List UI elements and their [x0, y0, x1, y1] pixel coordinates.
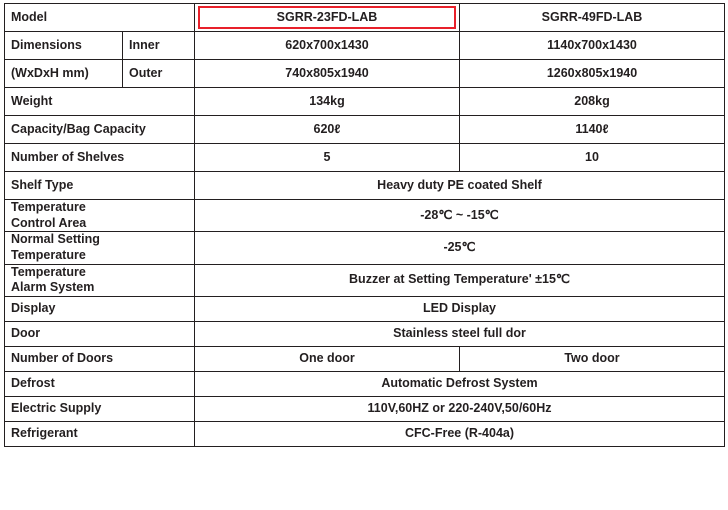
row-label-dimensions-units: (WxDxH mm)	[5, 60, 123, 88]
cell-shelf-type: Heavy duty PE coated Shelf	[195, 172, 725, 200]
table-row	[5, 60, 725, 88]
row-label-refrigerant: Refrigerant	[5, 421, 195, 446]
row-label-shelf-type: Shelf Type	[5, 172, 195, 200]
table-row	[5, 88, 725, 116]
row-label-door: Door	[5, 321, 195, 346]
row-label-line2: Alarm System	[11, 280, 95, 295]
row-label-number-of-doors: Number of Doors	[5, 346, 195, 371]
cell-refrigerant: CFC-Free (R-404a)	[195, 421, 725, 446]
table-row	[5, 116, 725, 144]
table-row	[5, 264, 725, 296]
cell-defrost: Automatic Defrost System	[195, 371, 725, 396]
row-sublabel-outer: Outer	[123, 60, 195, 88]
table-row	[5, 421, 725, 446]
cell-doors-1: One door	[195, 346, 460, 371]
table-row	[5, 296, 725, 321]
row-label-line2: Control Area	[11, 215, 87, 230]
row-label-line1: Normal Setting	[11, 232, 100, 247]
table-row	[5, 346, 725, 371]
row-label-temperature-control-area	[5, 200, 195, 232]
table-row	[5, 321, 725, 346]
cell-model-1-text: SGRR-23FD-LAB	[276, 9, 378, 24]
row-label-electric-supply: Electric Supply	[5, 396, 195, 421]
cell-weight-2: 208kg	[460, 88, 725, 116]
cell-model-1	[195, 4, 460, 32]
cell-model-2: SGRR-49FD-LAB	[460, 4, 725, 32]
cell-shelves-2: 10	[460, 144, 725, 172]
row-label-model: Model	[5, 4, 195, 32]
table-row	[5, 200, 725, 232]
cell-doors-2: Two door	[460, 346, 725, 371]
row-label-dimensions: Dimensions	[5, 32, 123, 60]
row-label-capacity: Capacity/Bag Capacity	[5, 116, 195, 144]
table-row	[5, 371, 725, 396]
cell-electric-supply: 110V,60HZ or 220-240V,50/60Hz	[195, 396, 725, 421]
cell-temperature-alarm-system: Buzzer at Setting Temperature' ±15℃	[195, 264, 725, 296]
cell-door: Stainless steel full dor	[195, 321, 725, 346]
table-row	[5, 32, 725, 60]
row-label-temperature-alarm-system	[5, 264, 195, 296]
cell-display: LED Display	[195, 296, 725, 321]
row-label-line1: Temperature	[11, 264, 86, 279]
cell-inner-dim-1: 620x700x1430	[195, 32, 460, 60]
row-sublabel-inner: Inner	[123, 32, 195, 60]
table-row	[5, 4, 725, 32]
row-label-normal-setting-temperature	[5, 232, 195, 264]
table-row	[5, 172, 725, 200]
row-label-line2: Temperature	[11, 247, 86, 262]
cell-shelves-1: 5	[195, 144, 460, 172]
cell-weight-1: 134kg	[195, 88, 460, 116]
cell-capacity-2: 1140ℓ	[460, 116, 725, 144]
table-row	[5, 396, 725, 421]
row-label-weight: Weight	[5, 88, 195, 116]
row-label-display: Display	[5, 296, 195, 321]
row-label-shelves: Number of Shelves	[5, 144, 195, 172]
cell-normal-setting-temperature: -25℃	[195, 232, 725, 264]
row-label-defrost: Defrost	[5, 371, 195, 396]
cell-capacity-1: 620ℓ	[195, 116, 460, 144]
cell-outer-dim-2: 1260x805x1940	[460, 60, 725, 88]
cell-outer-dim-1: 740x805x1940	[195, 60, 460, 88]
cell-inner-dim-2: 1140x700x1430	[460, 32, 725, 60]
table-row	[5, 144, 725, 172]
cell-temperature-control-area: -28℃ ~ -15℃	[195, 200, 725, 232]
row-label-line1: Temperature	[11, 200, 86, 214]
specification-table	[4, 3, 725, 447]
table-row	[5, 232, 725, 264]
